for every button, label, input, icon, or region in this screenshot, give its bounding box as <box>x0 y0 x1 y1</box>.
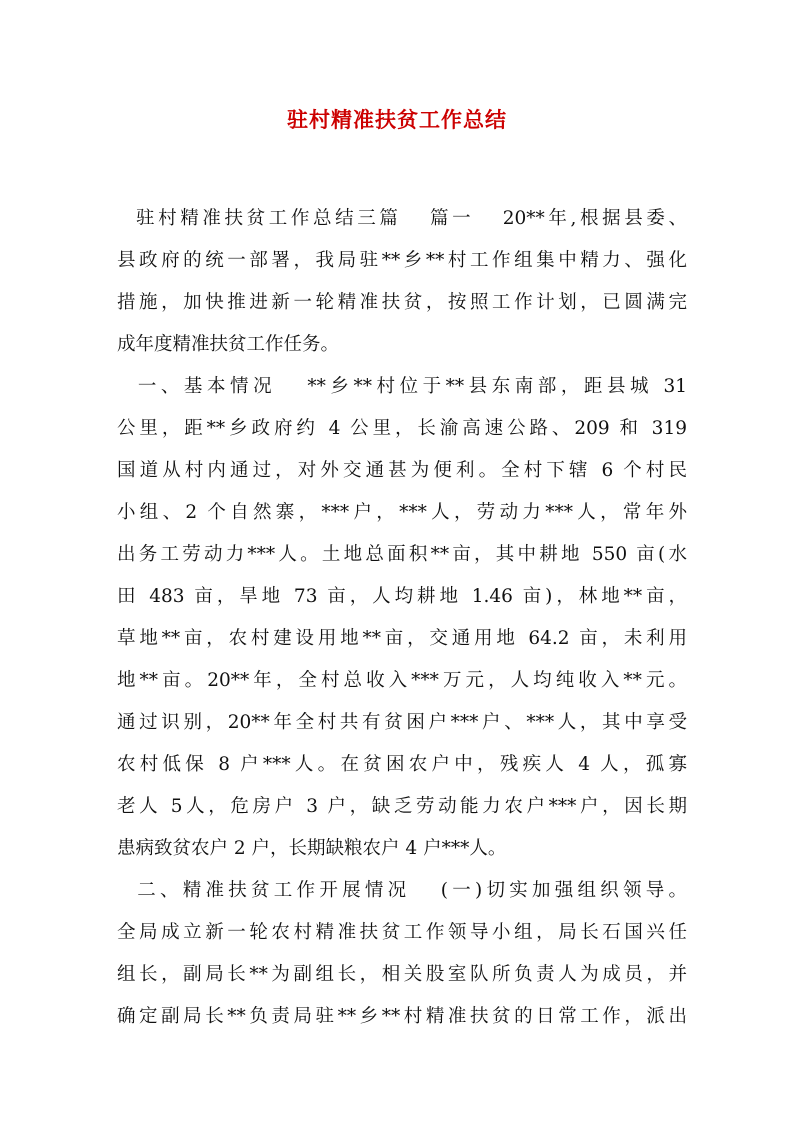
body-line: 驻村精准扶贫工作总结三篇 篇一 20**年,根据县委、 <box>117 208 687 229</box>
body-line: 出务工劳动力***人。土地总面积**亩，其中耕地 550 亩(水 <box>117 544 687 565</box>
document-body <box>117 208 687 1048</box>
body-line: 全局成立新一轮农村精准扶贫工作领导小组，局长石国兴任 <box>117 922 687 943</box>
body-line: 一、基本情况 **乡**村位于**县东南部，距县城 31 <box>117 376 687 397</box>
body-line: 小组、2 个自然寨，***户，***人，劳动力***人，常年外 <box>117 502 687 523</box>
body-line: 地**亩。20**年，全村总收入***万元，人均纯收入**元。 <box>117 670 687 691</box>
body-line: 田 483 亩，旱地 73 亩，人均耕地 1.46 亩)，林地**亩， <box>117 586 687 607</box>
body-line: 成年度精准扶贫工作任务。 <box>117 334 340 355</box>
body-line: 县政府的统一部署，我局驻**乡**村工作组集中精力、强化 <box>117 250 687 271</box>
body-line: 确定副局长**负责局驻**乡**村精准扶贫的日常工作，派出 <box>117 1006 687 1027</box>
body-line: 国道从村内通过，对外交通甚为便利。全村下辖 6 个村民 <box>117 460 687 481</box>
body-line: 组长，副局长**为副组长，相关股室队所负责人为成员，并 <box>117 964 687 985</box>
body-line: 通过识别，20**年全村共有贫困户***户、***人，其中享受 <box>117 712 687 733</box>
body-line: 患病致贫农户 2 户，长期缺粮农户 4 户***人。 <box>117 838 507 859</box>
body-line: 措施，加快推进新一轮精准扶贫，按照工作计划，已圆满完 <box>117 292 687 313</box>
body-line: 农村低保 8 户***人。在贫困农户中，残疾人 4 人，孤寡 <box>117 754 687 775</box>
body-line: 老人 5人，危房户 3 户，缺乏劳动能力农户***户，因长期 <box>117 796 687 817</box>
body-line: 草地**亩，农村建设用地**亩，交通用地 64.2 亩，未利用 <box>117 628 687 649</box>
body-line: 公里，距**乡政府约 4 公里，长渝高速公路、209 和 319 <box>117 418 687 439</box>
document-title: 驻村精准扶贫工作总结 <box>287 107 507 132</box>
body-line: 二、精准扶贫工作开展情况 (一)切实加强组织领导。 <box>117 880 687 901</box>
